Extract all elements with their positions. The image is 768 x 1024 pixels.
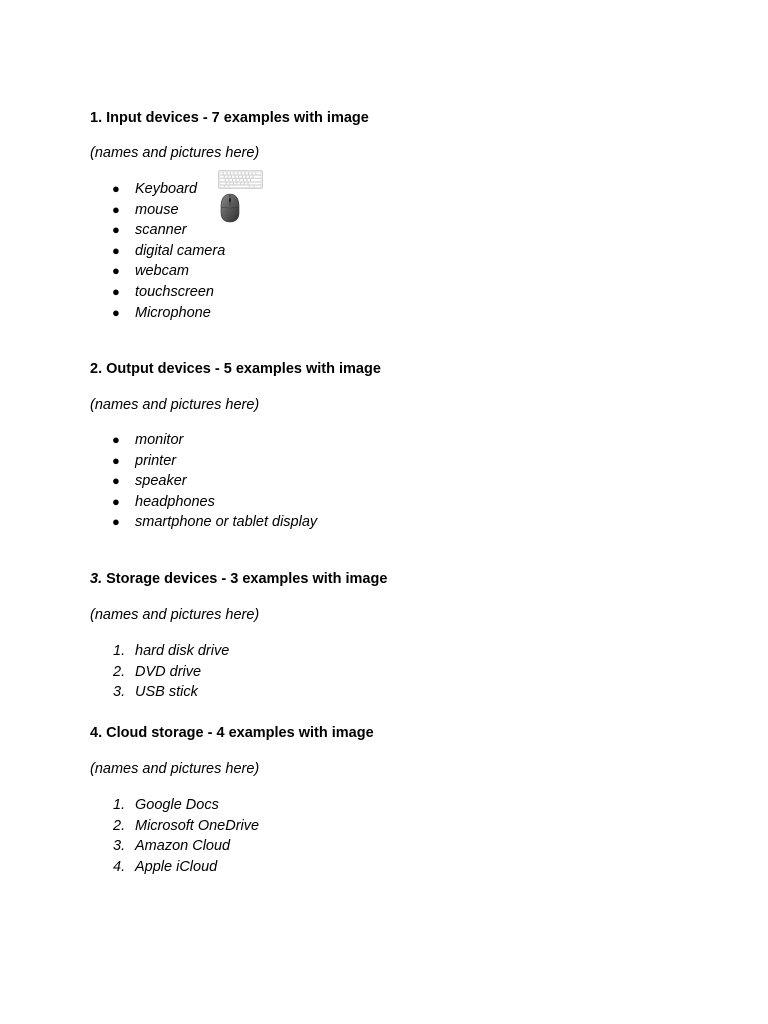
section-heading-input-devices bbox=[90, 108, 369, 128]
bullet-marker: ● bbox=[112, 242, 120, 258]
section-heading-storage-devices bbox=[90, 569, 387, 589]
bullet-marker: ● bbox=[112, 263, 120, 279]
heading-text: Cloud storage - 4 examples with image bbox=[106, 725, 374, 741]
list-item bbox=[90, 816, 259, 837]
section-note: (names and pictures here) bbox=[90, 761, 260, 777]
bullet-marker: ● bbox=[112, 473, 120, 489]
section-note: (names and pictures here) bbox=[90, 145, 260, 161]
keyboard-icon bbox=[218, 170, 263, 189]
number-marker: 2. bbox=[113, 663, 126, 680]
section-note: (names and pictures here) bbox=[90, 397, 260, 413]
bullet-marker: ● bbox=[112, 283, 120, 299]
bullet-marker: ● bbox=[112, 432, 120, 447]
list-item bbox=[90, 451, 317, 472]
list-item-text: speaker bbox=[135, 473, 187, 490]
output-devices-list bbox=[90, 430, 317, 533]
list-item-text: USB stick bbox=[135, 684, 198, 701]
list-item bbox=[90, 682, 229, 703]
bullet-marker: ● bbox=[112, 452, 120, 468]
heading-text: Output devices - 5 examples with image bbox=[106, 361, 381, 377]
number-marker: 4. bbox=[113, 858, 126, 875]
cloud-storage-list bbox=[90, 795, 259, 877]
list-item-text: headphones bbox=[135, 493, 215, 510]
number-marker: 1. bbox=[113, 643, 126, 659]
number-marker: 3. bbox=[113, 684, 126, 701]
section-note: (names and pictures here) bbox=[90, 607, 260, 623]
list-item-text: Google Docs bbox=[135, 797, 219, 813]
heading-number: 2. bbox=[90, 361, 103, 377]
list-item bbox=[90, 303, 225, 324]
storage-devices-list bbox=[90, 641, 229, 703]
list-item-text: Apple iCloud bbox=[135, 858, 218, 875]
heading-number: 1. bbox=[90, 110, 103, 126]
section-heading-output-devices bbox=[90, 359, 381, 379]
heading-text: Input devices - 7 examples with image bbox=[106, 110, 369, 126]
input-devices-list bbox=[90, 179, 225, 323]
bullet-marker: ● bbox=[112, 304, 120, 320]
list-item bbox=[90, 282, 225, 303]
list-item-text: digital camera bbox=[135, 242, 226, 259]
list-item-text: DVD drive bbox=[135, 663, 202, 680]
number-marker: 3. bbox=[113, 838, 126, 855]
list-item-text: Microsoft OneDrive bbox=[135, 817, 260, 834]
list-item bbox=[90, 512, 317, 533]
number-marker: 1. bbox=[113, 797, 126, 813]
list-item bbox=[90, 471, 317, 492]
list-item-text: smartphone or tablet display bbox=[135, 514, 318, 531]
list-item-text: mouse bbox=[135, 201, 179, 218]
list-item-text: monitor bbox=[135, 432, 184, 448]
list-item-text: printer bbox=[135, 452, 177, 469]
number-marker: 2. bbox=[113, 817, 126, 834]
list-item bbox=[90, 857, 259, 878]
list-item-text: Keyboard bbox=[135, 181, 198, 197]
list-item-text: Amazon Cloud bbox=[135, 838, 231, 855]
list-item bbox=[90, 641, 229, 662]
list-item bbox=[90, 220, 225, 241]
list-item-text: touchscreen bbox=[135, 283, 214, 300]
heading-number: 4. bbox=[90, 725, 103, 741]
bullet-marker: ● bbox=[112, 222, 120, 238]
list-item bbox=[90, 836, 259, 857]
list-item-text: scanner bbox=[135, 222, 187, 239]
list-item bbox=[90, 662, 229, 683]
list-item bbox=[90, 430, 317, 451]
bullet-marker: ● bbox=[112, 181, 120, 196]
section-heading-cloud-storage bbox=[90, 723, 374, 743]
bullet-marker: ● bbox=[112, 514, 120, 530]
list-item bbox=[90, 795, 259, 816]
list-item bbox=[90, 261, 225, 282]
bullet-marker: ● bbox=[112, 493, 120, 509]
list-item bbox=[90, 200, 225, 221]
list-item bbox=[90, 179, 225, 200]
list-item bbox=[90, 241, 225, 262]
heading-text: Storage devices - 3 examples with image bbox=[106, 571, 388, 587]
bullet-marker: ● bbox=[112, 201, 120, 217]
heading-number: 3. bbox=[90, 571, 103, 587]
mouse-icon bbox=[220, 193, 240, 223]
list-item-text: webcam bbox=[135, 263, 189, 280]
list-item bbox=[90, 492, 317, 513]
list-item-text: hard disk drive bbox=[135, 643, 230, 659]
list-item-text: Microphone bbox=[135, 304, 211, 321]
